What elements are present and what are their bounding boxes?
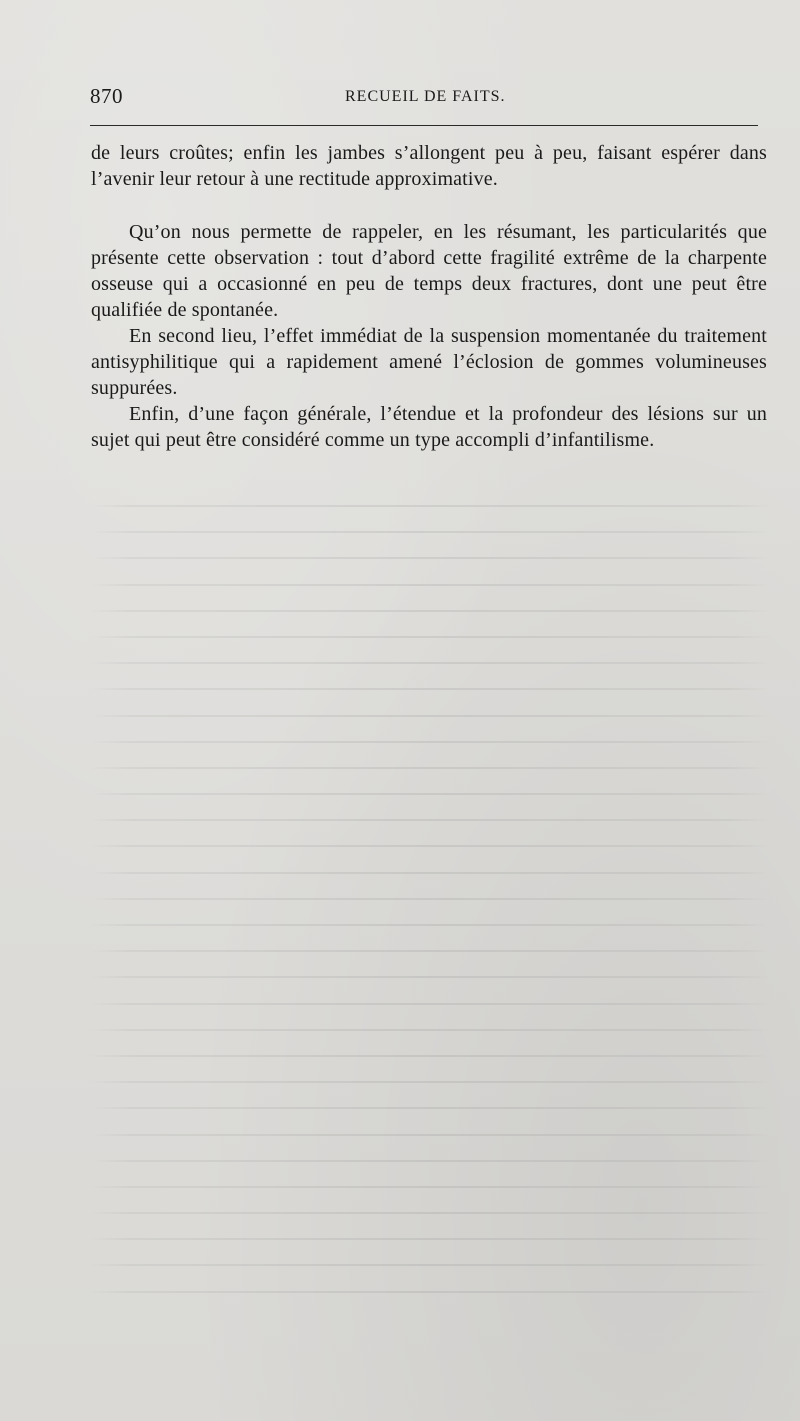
paragraph-summary: Qu’on nous permette de rappeler, en les résumant, les particularités que présente cette observation : tout d’abord cette fragilité extrême de la charpente osseuse qui a occasionné en peu de temps deux fractures, dont une peut être qualifiée de spontanée. — [91, 221, 767, 321]
header-rule — [90, 125, 758, 126]
page-header — [90, 84, 755, 112]
show-through-texture — [90, 505, 770, 1325]
paragraph-second-point: En second lieu, l’effet immédiat de la suspension momentanée du traitement antisyphilitique qui a rapidement amené l’éclosion de gommes volumineuses suppurées. — [91, 325, 767, 399]
running-head: RECUEIL DE FAITS. — [345, 88, 506, 105]
paragraph-conclusion: Enfin, d’une façon générale, l’étendue et la profondeur des lésions sur un sujet qui peut être considéré comme un type accompli d’infantilisme. — [91, 403, 767, 451]
body-text — [91, 140, 767, 453]
paragraph-continuation: de leurs croûtes; enfin les jambes s’allongent peu à peu, faisant espérer dans l’avenir leur retour à une rectitude approximative. — [91, 142, 767, 190]
page-number: 870 — [90, 84, 123, 108]
